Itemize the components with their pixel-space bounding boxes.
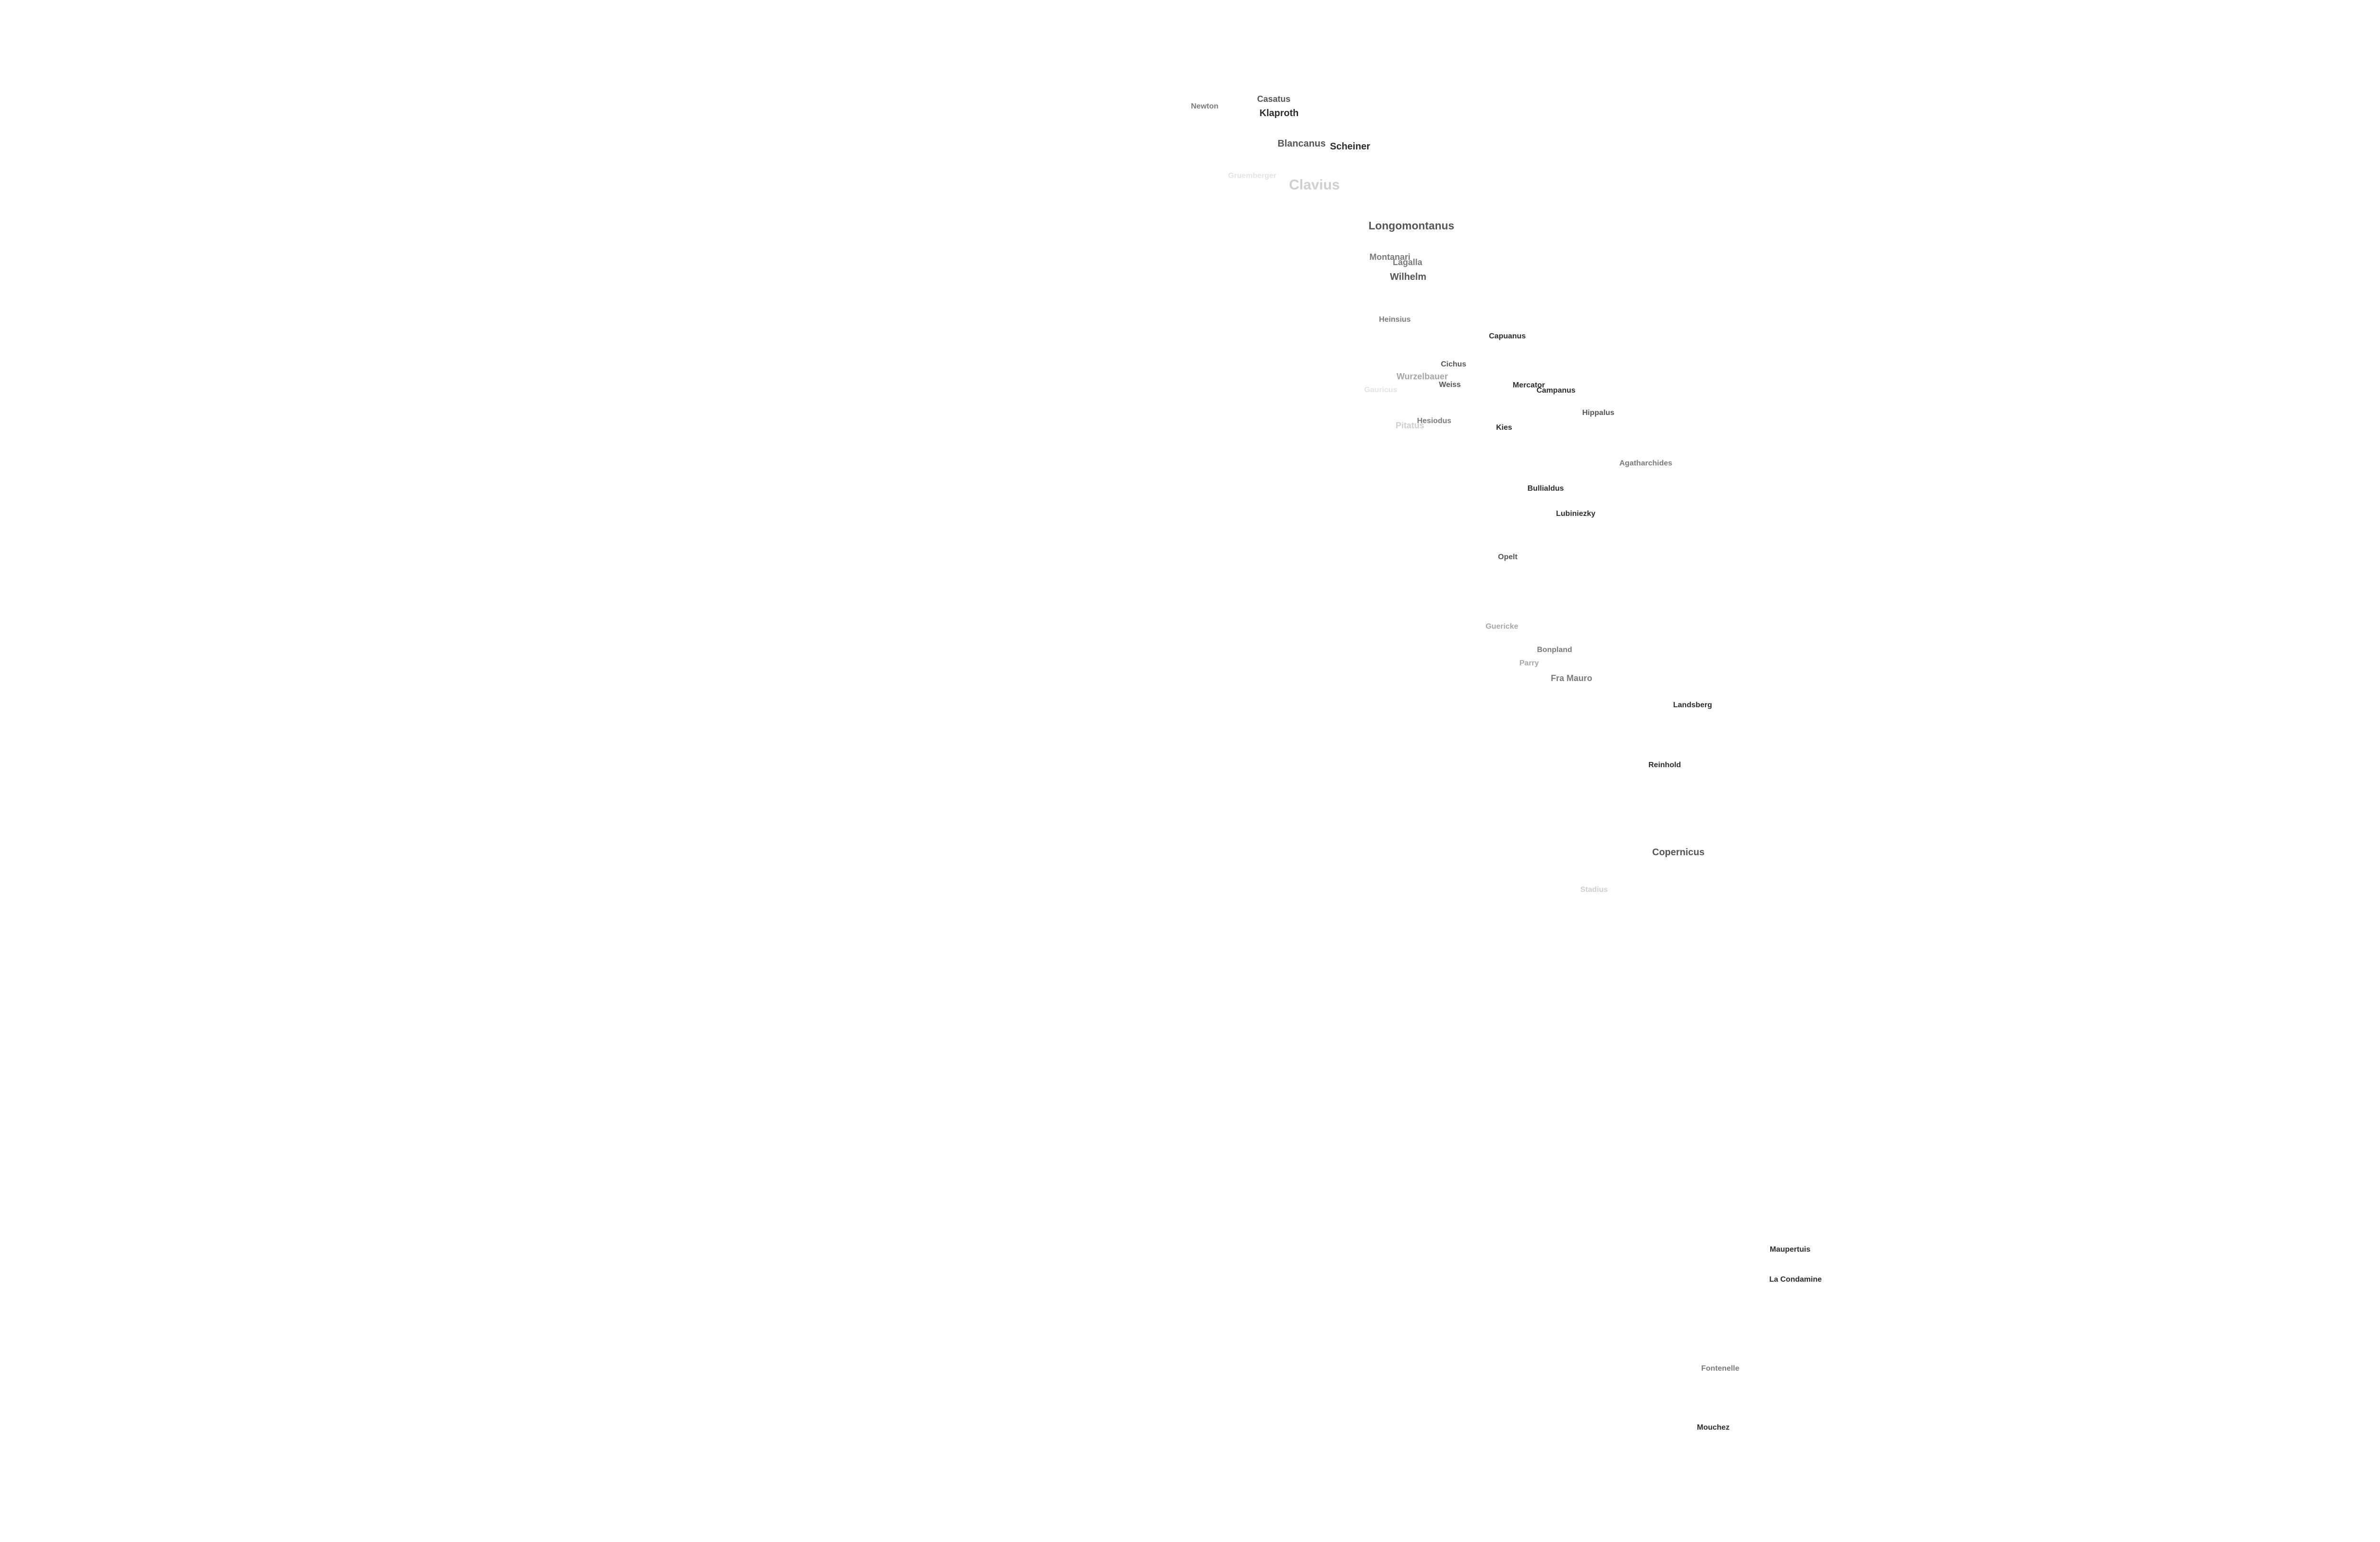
crater-label-mouchez[interactable]: Mouchez xyxy=(1697,1423,1730,1432)
crater-label-bonpland[interactable]: Bonpland xyxy=(1537,646,1572,654)
crater-label-gruemberger[interactable]: Gruemberger xyxy=(1228,172,1277,180)
crater-label-reinhold[interactable]: Reinhold xyxy=(1648,761,1681,769)
crater-label-blancanus[interactable]: Blancanus xyxy=(1278,138,1326,149)
crater-label-agatharchides[interactable]: Agatharchides xyxy=(1619,459,1673,467)
crater-label-stadius[interactable]: Stadius xyxy=(1580,886,1608,894)
crater-label-heinsius[interactable]: Heinsius xyxy=(1379,316,1411,324)
crater-label-klaproth[interactable]: Klaproth xyxy=(1259,108,1299,119)
crater-label-la-condamine[interactable]: La Condamine xyxy=(1769,1275,1822,1284)
crater-label-hesiodus[interactable]: Hesiodus xyxy=(1417,417,1452,425)
crater-label-clavius[interactable]: Clavius xyxy=(1289,177,1340,193)
crater-label-gauricus[interactable]: Gauricus xyxy=(1364,386,1398,394)
crater-label-pitatus[interactable]: Pitatus xyxy=(1396,421,1425,430)
crater-label-lubiniezky[interactable]: Lubiniezky xyxy=(1556,510,1596,518)
crater-label-hippalus[interactable]: Hippalus xyxy=(1582,409,1615,417)
crater-label-weiss[interactable]: Weiss xyxy=(1439,381,1461,389)
crater-label-lagalla[interactable]: Lagalla xyxy=(1393,257,1423,267)
crater-label-campanus[interactable]: Campanus xyxy=(1537,386,1576,395)
crater-label-scheiner[interactable]: Scheiner xyxy=(1330,141,1370,152)
crater-label-copernicus[interactable]: Copernicus xyxy=(1652,847,1705,858)
crater-label-mercator[interactable]: Mercator xyxy=(1513,381,1545,389)
crater-label-fra-mauro[interactable]: Fra Mauro xyxy=(1551,673,1593,683)
crater-label-capuanus[interactable]: Capuanus xyxy=(1489,332,1526,340)
crater-label-guericke[interactable]: Guericke xyxy=(1486,623,1518,631)
crater-label-parry[interactable]: Parry xyxy=(1519,659,1539,667)
crater-label-cichus[interactable]: Cichus xyxy=(1441,360,1467,368)
crater-label-wurzelbauer[interactable]: Wurzelbauer xyxy=(1397,372,1448,381)
crater-label-landsberg[interactable]: Landsberg xyxy=(1673,701,1712,709)
crater-label-casatus[interactable]: Casatus xyxy=(1257,94,1291,104)
crater-label-kies[interactable]: Kies xyxy=(1496,424,1512,432)
crater-label-fontenelle[interactable]: Fontenelle xyxy=(1701,1364,1740,1373)
crater-label-wilhelm[interactable]: Wilhelm xyxy=(1390,272,1427,282)
crater-label-maupertuis[interactable]: Maupertuis xyxy=(1770,1245,1811,1254)
crater-label-bullialdus[interactable]: Bullialdus xyxy=(1527,484,1564,493)
crater-label-montanari[interactable]: Montanari xyxy=(1369,252,1411,262)
crater-label-opelt[interactable]: Opelt xyxy=(1498,553,1517,561)
crater-label-longomontanus[interactable]: Longomontanus xyxy=(1368,219,1455,232)
crater-label-newton[interactable]: Newton xyxy=(1191,102,1219,110)
